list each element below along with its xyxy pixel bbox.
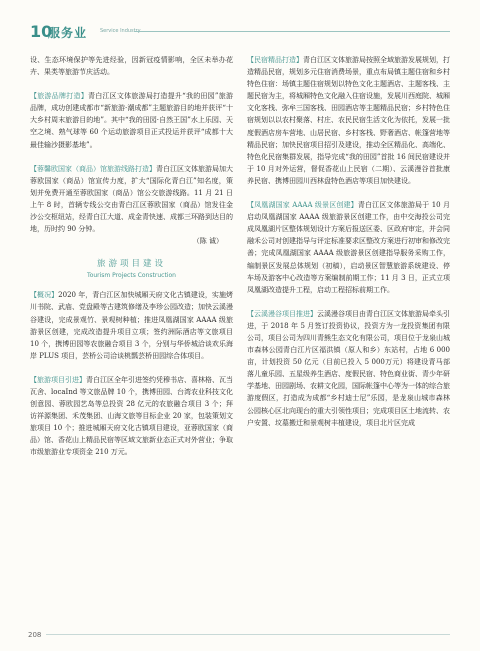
author-signature: （陈 诚） bbox=[192, 237, 223, 246]
paragraph-gap bbox=[247, 296, 450, 308]
paragraph-text: 青白江区文体旅游局打造提升“我的田园”旅游品牌，成功创建成都市“新旅游·潮成都”主题旅游目的地并获评“十大乡村周末旅游目的地”。其中“我的田园·自然王国”水上乐园、天空之境、熟气球等 60 个运动旅游项目正式投运并获评“成都十大最佳输沙摄影基地”。 bbox=[30, 92, 233, 149]
page-header bbox=[30, 22, 450, 44]
section-title-en: Tourism Projects Construction bbox=[87, 272, 176, 280]
paragraph-text: 青白江区文体旅游局加大蓉欧国家（商品）馆宣传力度，扩大“国际化青白江”知名度，策划并免费开通至蓉欧国家（商品）馆公交旅游线路。11 月 21 日上午 8 时，首辆专线公交由青白江区蓉欧国家（商品）馆发往金沙公交枢纽站，经青白江大道、成金青快速、成都三环路到达目的地，历时约 90 分钟。 bbox=[30, 164, 233, 234]
body-paragraph bbox=[30, 90, 233, 150]
body-paragraph bbox=[247, 199, 450, 296]
chapter-title: 服务业 bbox=[48, 26, 88, 40]
paragraph-tag: 【凤凰湖国家 AAAA 级景区创建】 bbox=[247, 201, 358, 210]
paragraph-gap bbox=[30, 78, 233, 90]
paragraph-tag: 【民宿精品打造】 bbox=[247, 56, 303, 64]
paragraph-text: 青白江区全年引进签约凭穆书店、喜林格、瓦当瓦舍、locaInd 等文旅品牌 10 个，携博田园、台湾农业科技文化创意园、蓉欧园艺岛等总投资 28 亿元的农旅融合项目 3 个；拜访祥源集团、禾茂集团、山海文旅等目标企业 20 家，包装策划文旅项目 10 个；推进城厢天府文化古镇项目建设，亚蓉欧国家（商品）馆、香花山上精品民宿等区域文旅新业态正式对外营业；争取市级旅游业专项资金 210 万元。 bbox=[30, 375, 233, 457]
paragraph-text: 青白江区文体旅游局于 10 月启动凤凰湖国家 AAAA 级旅游景区创建工作，由中交海投公司完成凤凰湖片区整体规划设计方案后报送区委、区政府审定，并会同融禾公司对创建指导与评定标准要求区整改方案进行初审和修改完善；完成凤凰湖国家 AAAA 级旅游景区创建指导服务采购工作，编制景区发展总体规划（初稿），启动景区智慧旅游系统建设、停车场及游客中心改造等方案编制前期工作；11 月 3 日，正式立项凤凰湖改造提升工程，启动工程招标前期工作。 bbox=[247, 201, 451, 294]
paragraph-text: 设、生态环境保护等先进经验，因新冠疫情影响，全区未举办花卉、果类等旅游节庆活动。 bbox=[30, 56, 233, 77]
body-paragraph bbox=[30, 163, 233, 236]
body-paragraph bbox=[30, 374, 233, 459]
paragraph-text: 2020 年，青白江区加快城厢天府文化古镇建设，实施烤川书院、武庙、党盘殿等古建筑修缮及李珍公园改造；加快云溪漫谷建设，完成景观竹、景观树种植；推进凤凰湖国家 AAAA 级旅游景区创建，完成改造提升项目立项；签约洲际酒店等文旅项目 10 个，携博田园等农旅融合项目 3 个，分别与华侨城洽谈欢乐海岸 PLUS 项目，芸桥公司洽谈桃瓢芸桥田园综合体项目。 bbox=[30, 291, 234, 360]
paragraph-tag: 【旅游项目引进】 bbox=[30, 375, 86, 384]
section-heading bbox=[30, 257, 233, 279]
paragraph-gap bbox=[30, 362, 233, 374]
paragraph-tag: 【云溪漫谷项目推进】 bbox=[247, 309, 317, 318]
body-paragraph bbox=[247, 54, 450, 187]
section-title-cn: 旅游项目建设 bbox=[96, 259, 166, 270]
paragraph-text: 云溪漫谷项目由青白江区文体旅游局牵头引进，于 2018 年 5 月签订投资协议，投资方为一龙投资集团有限公司，项目公司为四川青熊生态文化有限公司，项目位于龙泉山城市森林公园青白江片区福洪镇（原人和乡）东站村，占地 6 000 亩，计划投资 50 亿元（目前已投入 5 000万元）将建设青马部落儿童乐园、五星级养生酒店、度假民宿、特色商业街、青少年研学基地、田园剧场、农耕文化园，国际帐篷中心等为一体的综合旅游度假区，打造成为成都“乡村迪士尼”乐园，是龙泉山城市森林公园核心区北向现台的重大引领性项目；完成项目区土地流转、农户安置、坟墓搬迁和景观树丰植建设，项目北片区完成 bbox=[247, 309, 450, 427]
paragraph-tag: 【蓉馨欧国家（商品）馆旅游线路打造】 bbox=[30, 164, 156, 173]
chapter-subtitle: Service Industry bbox=[100, 28, 141, 34]
paragraph-gap bbox=[30, 151, 233, 163]
footer-rule bbox=[46, 634, 450, 635]
paragraph-tag: 【概况】 bbox=[30, 291, 59, 300]
paragraph-tag: 【旅游品牌打造】 bbox=[30, 92, 88, 101]
body-paragraph bbox=[30, 289, 233, 362]
body-paragraph bbox=[247, 308, 450, 429]
left-column bbox=[30, 54, 233, 459]
chapter-number: 10 bbox=[30, 22, 53, 41]
header-rule bbox=[134, 31, 450, 32]
right-column bbox=[247, 54, 450, 429]
body-paragraph bbox=[30, 54, 233, 78]
page-number: 208 bbox=[28, 631, 42, 639]
paragraph-gap bbox=[247, 187, 450, 199]
paragraph-text: 青白江区文体旅游局按照全域旅游发展规划，打造精品民宿，规划多元住宿消费场景，重点布局镇主题住宿和乡村特色住宿：场镇主题住宿规划以特色文化主题酒店、主题客栈、主题民宿为主，将城厢特色文化融入住宿设施，发展川西庭院、城厢文化客栈、弥牟三国客栈、田园酒店等主题精品民宿；乡村特色住宿规划以以农村聚落、村庄、农民民宿生活文化为依托，发展一批度假酒店房车营地、山居民宿、乡村客栈、野奢酒店、帐篷营地等精品民宿；加快民宿项目招引及建设，推动全区精品化、高端化、特色化民宿集群发展，指导完成“我的田园”首批 16 间民宿建设并于 10 月对外运营，督促香花山上民宿（二期）、云溪漫谷首批康养民宿、携博田园川西林盘特色酒店等项目加快建设。 bbox=[247, 56, 450, 185]
